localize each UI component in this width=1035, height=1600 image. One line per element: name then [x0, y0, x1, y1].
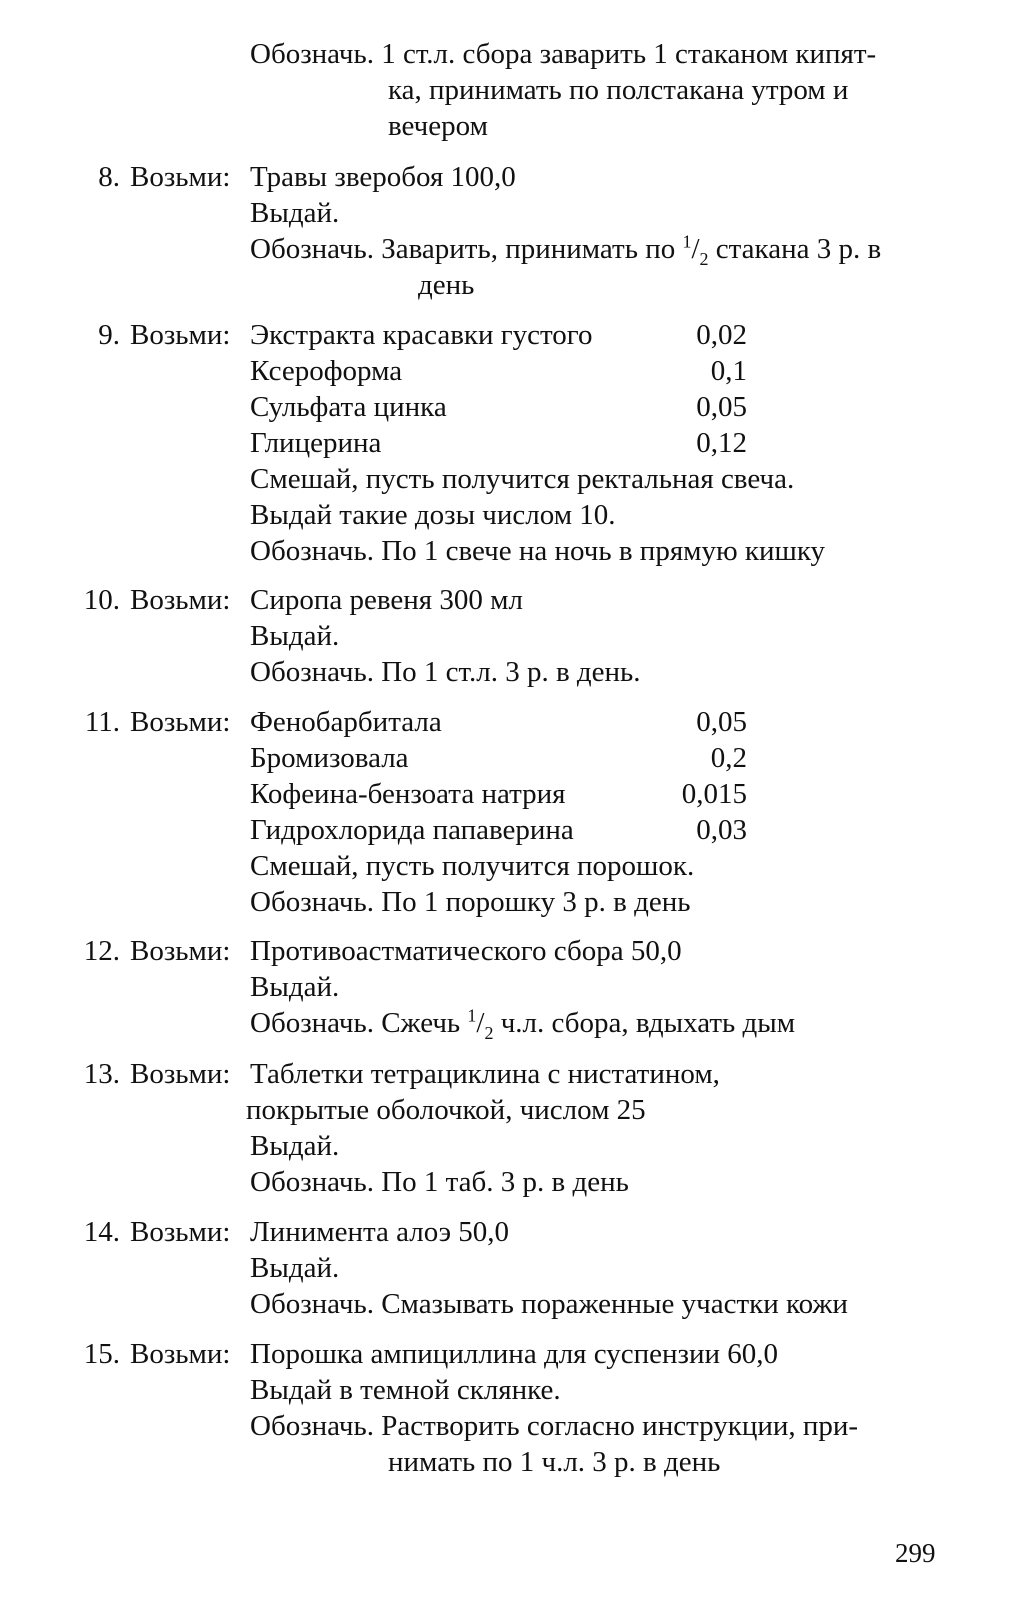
- recipe-number: 10.: [83, 584, 120, 616]
- recipe-line: Обозначь. По 1 таб. 3 р. в день: [250, 1166, 629, 1198]
- recipe-line: Выдай в темной склянке.: [250, 1374, 561, 1406]
- recipe-line: Выдай.: [250, 1252, 340, 1284]
- ingredient-quantity: 0,2: [710, 742, 747, 774]
- text-part: стакана 3 р. в: [708, 233, 882, 265]
- ingredient-name: Травы зверобоя 100,0: [250, 161, 516, 193]
- recipe-number: 15.: [83, 1338, 120, 1370]
- fraction-denominator: 2: [699, 248, 709, 269]
- intro-line-2: ка, принимать по полстакана утром и: [388, 74, 849, 106]
- intro-line-3: вечером: [388, 110, 488, 142]
- recipe-line: Выдай.: [250, 971, 340, 1003]
- ingredient-name: Глицерина: [250, 427, 382, 459]
- fraction-numerator: 1: [467, 1005, 477, 1026]
- ingredient-name: Экстракта красавки густого: [250, 319, 593, 351]
- recipe-keyword: Возьми:: [130, 935, 231, 967]
- recipe-line: Выдай такие дозы числом 10.: [250, 499, 616, 531]
- ingredient-quantity: 0,12: [696, 427, 747, 459]
- ingredient-quantity: 0,02: [696, 319, 747, 351]
- recipe-keyword: Возьми:: [130, 706, 231, 738]
- ingredient-quantity: 0,05: [696, 706, 747, 738]
- ingredient-name: Порошка ампициллина для суспензии 60,0: [250, 1338, 779, 1370]
- recipe-line: Обозначь. По 1 ст.л. 3 р. в день.: [250, 656, 641, 688]
- recipe-line: покрытые оболочкой, числом 25: [246, 1094, 646, 1126]
- recipe-line-with-fraction: Обозначь. Сжечь $^1/_2$ ч.л. сбора, вдыхать дым: [250, 1005, 796, 1043]
- fraction-denominator: 2: [484, 1022, 494, 1043]
- ingredient-name: Гидрохлорида папаверина: [250, 814, 574, 846]
- ingredient-name: Сульфата цинка: [250, 391, 447, 423]
- recipe-line: Обозначь. Растворить согласно инструкции, при-: [250, 1410, 859, 1442]
- ingredient-name: Фенобарбитала: [250, 706, 442, 738]
- text-part: Обозначь. Заварить, принимать по: [250, 233, 683, 265]
- recipe-line: Выдай.: [250, 620, 340, 652]
- intro-line-1: Обозначь. 1 ст.л. сбора заварить 1 стаканом кипят-: [250, 38, 877, 70]
- recipe-keyword: Возьми:: [130, 584, 231, 616]
- recipe-keyword: Возьми:: [130, 1058, 231, 1090]
- ingredient-name: Ксероформа: [250, 355, 403, 387]
- ingredient-quantity: 0,015: [681, 778, 747, 810]
- recipe-number: 14.: [83, 1216, 120, 1248]
- recipe-line: Обозначь. По 1 порошку 3 р. в день: [250, 886, 691, 918]
- recipe-line: нимать по 1 ч.л. 3 р. в день: [388, 1446, 721, 1478]
- recipe-keyword: Возьми:: [130, 319, 231, 351]
- text-part: ч.л. сбора, вдыхать дым: [493, 1007, 796, 1039]
- recipe-line: Обозначь. По 1 свече на ночь в прямую кишку: [250, 535, 826, 567]
- ingredient-quantity: 0,05: [696, 391, 747, 423]
- recipe-number: 12.: [83, 935, 120, 967]
- recipe-number: 13.: [83, 1058, 120, 1090]
- recipe-keyword: Возьми:: [130, 1216, 231, 1248]
- recipe-keyword: Возьми:: [130, 1338, 231, 1370]
- recipe-number: 11.: [84, 706, 120, 738]
- page-number: 299: [895, 1538, 936, 1568]
- text-part: Обозначь. Сжечь: [250, 1007, 468, 1039]
- ingredient-name: Кофеина-бензоата натрия: [250, 778, 566, 810]
- ingredient-name: Линимента алоэ 50,0: [250, 1216, 510, 1248]
- ingredient-name: Бромизовала: [250, 742, 409, 774]
- recipe-line: Выдай.: [250, 1130, 340, 1162]
- ingredient-name: Противоастматического сбора 50,0: [250, 935, 682, 967]
- recipe-number: 9.: [98, 319, 120, 351]
- ingredient-quantity: 0,1: [710, 355, 747, 387]
- recipe-number: 8.: [98, 161, 120, 193]
- ingredient-quantity: 0,03: [696, 814, 747, 846]
- recipe-line: Смешай, пусть получится ректальная свеча.: [250, 463, 795, 495]
- recipe-line: Смешай, пусть получится порошок.: [250, 850, 695, 882]
- fraction-numerator: 1: [682, 231, 692, 252]
- recipe-keyword: Возьми:: [130, 161, 231, 193]
- ingredient-name: Таблетки тетрациклина с нистатином,: [250, 1058, 720, 1090]
- ingredient-name: Сиропа ревеня 300 мл: [250, 584, 523, 616]
- recipe-line: Обозначь. Смазывать пораженные участки кожи: [250, 1288, 848, 1320]
- recipe-line: день: [418, 269, 475, 301]
- recipe-line: Выдай.: [250, 197, 340, 229]
- recipe-line-with-fraction: Обозначь. Заварить, принимать по $^1/_2$ стакана 3 р. в: [250, 231, 882, 269]
